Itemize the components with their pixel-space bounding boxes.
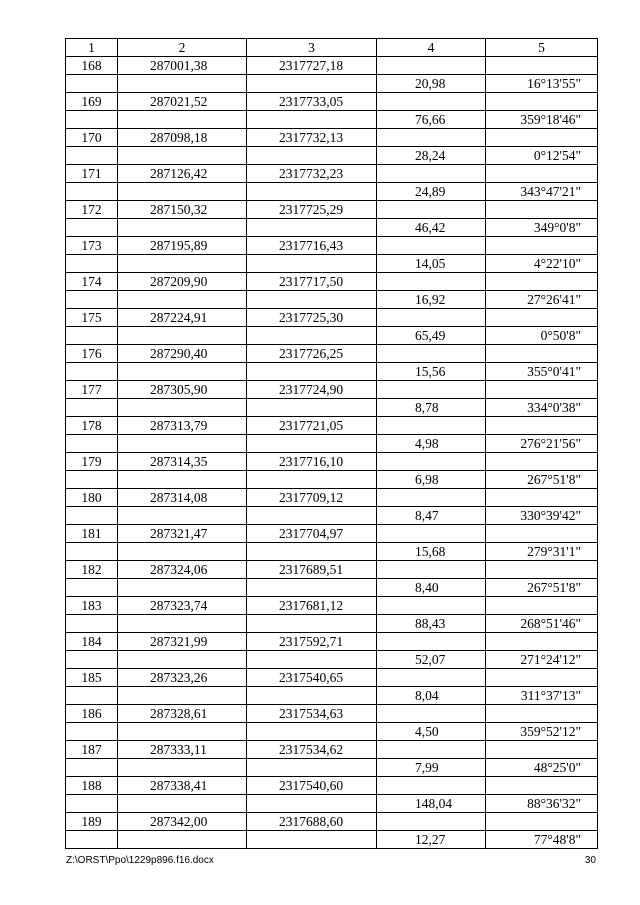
table-row bbox=[66, 255, 598, 273]
point-number-cell bbox=[66, 543, 118, 561]
y-coordinate-cell: 2317540,65 bbox=[247, 669, 377, 687]
x-coordinate-cell bbox=[118, 507, 247, 525]
x-coordinate-cell bbox=[118, 327, 247, 345]
angle-cell: 4°22'10" bbox=[486, 255, 598, 273]
table-row bbox=[66, 489, 598, 507]
point-number-cell: 182 bbox=[66, 561, 118, 579]
y-coordinate-cell: 2317733,05 bbox=[247, 93, 377, 111]
y-coordinate-cell: 2317688,60 bbox=[247, 813, 377, 831]
table-row bbox=[66, 111, 598, 129]
angle-cell: 359°52'12" bbox=[486, 723, 598, 741]
table-row bbox=[66, 471, 598, 489]
table-row bbox=[66, 219, 598, 237]
distance-cell bbox=[377, 633, 486, 651]
x-coordinate-cell: 287098,18 bbox=[118, 129, 247, 147]
y-coordinate-cell: 2317727,18 bbox=[247, 57, 377, 75]
angle-cell bbox=[486, 489, 598, 507]
distance-cell bbox=[377, 345, 486, 363]
x-coordinate-cell bbox=[118, 291, 247, 309]
angle-cell: 334°0'38" bbox=[486, 399, 598, 417]
angle-cell bbox=[486, 813, 598, 831]
table-body bbox=[66, 57, 598, 849]
x-coordinate-cell: 287313,79 bbox=[118, 417, 247, 435]
distance-cell: 148,04 bbox=[377, 795, 486, 813]
x-coordinate-cell: 287323,26 bbox=[118, 669, 247, 687]
angle-cell bbox=[486, 417, 598, 435]
angle-cell: 267°51'8" bbox=[486, 471, 598, 489]
table-row bbox=[66, 147, 598, 165]
angle-cell bbox=[486, 705, 598, 723]
distance-cell bbox=[377, 57, 486, 75]
table-row bbox=[66, 615, 598, 633]
angle-cell: 271°24'12" bbox=[486, 651, 598, 669]
point-number-cell: 177 bbox=[66, 381, 118, 399]
point-number-cell: 169 bbox=[66, 93, 118, 111]
header-row bbox=[66, 39, 598, 57]
table-row bbox=[66, 741, 598, 759]
x-coordinate-cell bbox=[118, 471, 247, 489]
angle-cell bbox=[486, 741, 598, 759]
distance-cell bbox=[377, 597, 486, 615]
x-coordinate-cell: 287001,38 bbox=[118, 57, 247, 75]
x-coordinate-cell bbox=[118, 399, 247, 417]
table-row bbox=[66, 777, 598, 795]
angle-cell bbox=[486, 669, 598, 687]
angle-cell bbox=[486, 597, 598, 615]
x-coordinate-cell: 287150,32 bbox=[118, 201, 247, 219]
point-number-cell bbox=[66, 435, 118, 453]
point-number-cell: 186 bbox=[66, 705, 118, 723]
x-coordinate-cell: 287209,90 bbox=[118, 273, 247, 291]
angle-cell: 279°31'1" bbox=[486, 543, 598, 561]
point-number-cell bbox=[66, 615, 118, 633]
y-coordinate-cell: 2317681,12 bbox=[247, 597, 377, 615]
x-coordinate-cell: 287321,99 bbox=[118, 633, 247, 651]
point-number-cell: 170 bbox=[66, 129, 118, 147]
point-number-cell bbox=[66, 507, 118, 525]
distance-cell bbox=[377, 669, 486, 687]
angle-cell: 355°0'41" bbox=[486, 363, 598, 381]
distance-cell: 15,68 bbox=[377, 543, 486, 561]
y-coordinate-cell: 2317716,10 bbox=[247, 453, 377, 471]
y-coordinate-cell bbox=[247, 579, 377, 597]
point-number-cell: 168 bbox=[66, 57, 118, 75]
table-row bbox=[66, 813, 598, 831]
x-coordinate-cell bbox=[118, 687, 247, 705]
point-number-cell: 172 bbox=[66, 201, 118, 219]
distance-cell bbox=[377, 165, 486, 183]
x-coordinate-cell: 287314,35 bbox=[118, 453, 247, 471]
y-coordinate-cell bbox=[247, 723, 377, 741]
footer-file-path: Z:\ORST\Ppo\1229p896.f16.docx bbox=[66, 855, 214, 866]
x-coordinate-cell bbox=[118, 615, 247, 633]
x-coordinate-cell: 287321,47 bbox=[118, 525, 247, 543]
y-coordinate-cell bbox=[247, 435, 377, 453]
point-number-cell bbox=[66, 255, 118, 273]
distance-cell bbox=[377, 381, 486, 399]
point-number-cell bbox=[66, 219, 118, 237]
point-number-cell: 175 bbox=[66, 309, 118, 327]
y-coordinate-cell bbox=[247, 147, 377, 165]
y-coordinate-cell bbox=[247, 399, 377, 417]
point-number-cell: 184 bbox=[66, 633, 118, 651]
distance-cell: 12,27 bbox=[377, 831, 486, 849]
table-row bbox=[66, 291, 598, 309]
distance-cell: 7,99 bbox=[377, 759, 486, 777]
angle-cell bbox=[486, 93, 598, 111]
point-number-cell bbox=[66, 723, 118, 741]
table-row bbox=[66, 561, 598, 579]
y-coordinate-cell bbox=[247, 831, 377, 849]
coordinates-table bbox=[65, 38, 598, 849]
y-coordinate-cell: 2317732,23 bbox=[247, 165, 377, 183]
distance-cell: 4,50 bbox=[377, 723, 486, 741]
angle-cell: 77°48'8" bbox=[486, 831, 598, 849]
angle-cell bbox=[486, 273, 598, 291]
angle-cell: 349°0'8" bbox=[486, 219, 598, 237]
point-number-cell: 178 bbox=[66, 417, 118, 435]
distance-cell bbox=[377, 741, 486, 759]
y-coordinate-cell: 2317725,29 bbox=[247, 201, 377, 219]
table-row bbox=[66, 399, 598, 417]
y-coordinate-cell bbox=[247, 183, 377, 201]
header-cell-4: 4 bbox=[377, 39, 486, 57]
table-row bbox=[66, 165, 598, 183]
x-coordinate-cell bbox=[118, 363, 247, 381]
table-row bbox=[66, 705, 598, 723]
point-number-cell bbox=[66, 795, 118, 813]
y-coordinate-cell: 2317534,62 bbox=[247, 741, 377, 759]
distance-cell bbox=[377, 777, 486, 795]
table-row bbox=[66, 93, 598, 111]
point-number-cell: 187 bbox=[66, 741, 118, 759]
x-coordinate-cell bbox=[118, 435, 247, 453]
point-number-cell: 181 bbox=[66, 525, 118, 543]
point-number-cell bbox=[66, 291, 118, 309]
angle-cell bbox=[486, 381, 598, 399]
table-row bbox=[66, 525, 598, 543]
table-row bbox=[66, 453, 598, 471]
angle-cell bbox=[486, 201, 598, 219]
table-row bbox=[66, 363, 598, 381]
angle-cell bbox=[486, 345, 598, 363]
table-row bbox=[66, 831, 598, 849]
y-coordinate-cell: 2317732,13 bbox=[247, 129, 377, 147]
table-row bbox=[66, 327, 598, 345]
x-coordinate-cell bbox=[118, 759, 247, 777]
table-row bbox=[66, 579, 598, 597]
point-number-cell: 176 bbox=[66, 345, 118, 363]
y-coordinate-cell: 2317592,71 bbox=[247, 633, 377, 651]
x-coordinate-cell bbox=[118, 543, 247, 561]
table-row bbox=[66, 183, 598, 201]
point-number-cell: 174 bbox=[66, 273, 118, 291]
point-number-cell bbox=[66, 831, 118, 849]
y-coordinate-cell: 2317724,90 bbox=[247, 381, 377, 399]
distance-cell: 8,47 bbox=[377, 507, 486, 525]
distance-cell bbox=[377, 417, 486, 435]
distance-cell: 52,07 bbox=[377, 651, 486, 669]
table-row bbox=[66, 669, 598, 687]
x-coordinate-cell: 287021,52 bbox=[118, 93, 247, 111]
x-coordinate-cell: 287290,40 bbox=[118, 345, 247, 363]
point-number-cell bbox=[66, 327, 118, 345]
distance-cell bbox=[377, 129, 486, 147]
distance-cell bbox=[377, 561, 486, 579]
distance-cell bbox=[377, 93, 486, 111]
point-number-cell bbox=[66, 363, 118, 381]
y-coordinate-cell bbox=[247, 291, 377, 309]
y-coordinate-cell bbox=[247, 219, 377, 237]
distance-cell: 8,40 bbox=[377, 579, 486, 597]
y-coordinate-cell: 2317721,05 bbox=[247, 417, 377, 435]
x-coordinate-cell: 287314,08 bbox=[118, 489, 247, 507]
x-coordinate-cell: 287324,06 bbox=[118, 561, 247, 579]
angle-cell: 267°51'8" bbox=[486, 579, 598, 597]
x-coordinate-cell bbox=[118, 255, 247, 273]
x-coordinate-cell bbox=[118, 579, 247, 597]
point-number-cell: 185 bbox=[66, 669, 118, 687]
x-coordinate-cell bbox=[118, 75, 247, 93]
angle-cell: 311°37'13" bbox=[486, 687, 598, 705]
angle-cell bbox=[486, 777, 598, 795]
point-number-cell: 179 bbox=[66, 453, 118, 471]
point-number-cell: 173 bbox=[66, 237, 118, 255]
x-coordinate-cell bbox=[118, 651, 247, 669]
table-row bbox=[66, 759, 598, 777]
point-number-cell: 183 bbox=[66, 597, 118, 615]
header-cell-3: 3 bbox=[247, 39, 377, 57]
table-row bbox=[66, 723, 598, 741]
angle-cell bbox=[486, 57, 598, 75]
point-number-cell bbox=[66, 759, 118, 777]
y-coordinate-cell bbox=[247, 327, 377, 345]
distance-cell: 88,43 bbox=[377, 615, 486, 633]
angle-cell: 0°50'8" bbox=[486, 327, 598, 345]
y-coordinate-cell: 2317689,51 bbox=[247, 561, 377, 579]
distance-cell bbox=[377, 453, 486, 471]
distance-cell: 14,05 bbox=[377, 255, 486, 273]
angle-cell bbox=[486, 129, 598, 147]
distance-cell bbox=[377, 813, 486, 831]
x-coordinate-cell bbox=[118, 795, 247, 813]
angle-cell bbox=[486, 633, 598, 651]
angle-cell bbox=[486, 561, 598, 579]
y-coordinate-cell bbox=[247, 615, 377, 633]
y-coordinate-cell: 2317716,43 bbox=[247, 237, 377, 255]
angle-cell: 330°39'42" bbox=[486, 507, 598, 525]
table-row bbox=[66, 651, 598, 669]
x-coordinate-cell: 287333,11 bbox=[118, 741, 247, 759]
table-row bbox=[66, 435, 598, 453]
angle-cell bbox=[486, 453, 598, 471]
angle-cell: 0°12'54" bbox=[486, 147, 598, 165]
table-row bbox=[66, 543, 598, 561]
table-row bbox=[66, 129, 598, 147]
table-row bbox=[66, 201, 598, 219]
angle-cell: 359°18'46" bbox=[486, 111, 598, 129]
distance-cell: 4,98 bbox=[377, 435, 486, 453]
y-coordinate-cell bbox=[247, 255, 377, 273]
table-row bbox=[66, 687, 598, 705]
angle-cell: 48°25'0" bbox=[486, 759, 598, 777]
distance-cell: 65,49 bbox=[377, 327, 486, 345]
distance-cell: 20,98 bbox=[377, 75, 486, 93]
point-number-cell: 188 bbox=[66, 777, 118, 795]
y-coordinate-cell bbox=[247, 507, 377, 525]
y-coordinate-cell bbox=[247, 543, 377, 561]
y-coordinate-cell: 2317704,97 bbox=[247, 525, 377, 543]
angle-cell: 27°26'41" bbox=[486, 291, 598, 309]
table-header bbox=[66, 39, 598, 57]
x-coordinate-cell: 287224,91 bbox=[118, 309, 247, 327]
angle-cell: 343°47'21" bbox=[486, 183, 598, 201]
distance-cell bbox=[377, 525, 486, 543]
y-coordinate-cell bbox=[247, 111, 377, 129]
table-row bbox=[66, 57, 598, 75]
table-row bbox=[66, 309, 598, 327]
table-row bbox=[66, 597, 598, 615]
point-number-cell bbox=[66, 399, 118, 417]
y-coordinate-cell: 2317540,60 bbox=[247, 777, 377, 795]
angle-cell bbox=[486, 309, 598, 327]
table-row bbox=[66, 345, 598, 363]
header-cell-2: 2 bbox=[118, 39, 247, 57]
y-coordinate-cell: 2317709,12 bbox=[247, 489, 377, 507]
distance-cell: 8,04 bbox=[377, 687, 486, 705]
x-coordinate-cell bbox=[118, 831, 247, 849]
angle-cell: 268°51'46" bbox=[486, 615, 598, 633]
angle-cell bbox=[486, 525, 598, 543]
distance-cell bbox=[377, 273, 486, 291]
table-row bbox=[66, 237, 598, 255]
point-number-cell bbox=[66, 579, 118, 597]
x-coordinate-cell bbox=[118, 183, 247, 201]
point-number-cell bbox=[66, 471, 118, 489]
distance-cell bbox=[377, 237, 486, 255]
x-coordinate-cell bbox=[118, 147, 247, 165]
point-number-cell: 171 bbox=[66, 165, 118, 183]
point-number-cell: 189 bbox=[66, 813, 118, 831]
y-coordinate-cell bbox=[247, 651, 377, 669]
distance-cell bbox=[377, 201, 486, 219]
point-number-cell bbox=[66, 75, 118, 93]
distance-cell: 24,89 bbox=[377, 183, 486, 201]
y-coordinate-cell bbox=[247, 75, 377, 93]
x-coordinate-cell: 287328,61 bbox=[118, 705, 247, 723]
y-coordinate-cell bbox=[247, 363, 377, 381]
distance-cell: 8,78 bbox=[377, 399, 486, 417]
x-coordinate-cell bbox=[118, 111, 247, 129]
table-row bbox=[66, 75, 598, 93]
x-coordinate-cell: 287195,89 bbox=[118, 237, 247, 255]
x-coordinate-cell: 287305,90 bbox=[118, 381, 247, 399]
x-coordinate-cell bbox=[118, 723, 247, 741]
angle-cell: 16°13'55" bbox=[486, 75, 598, 93]
y-coordinate-cell: 2317534,63 bbox=[247, 705, 377, 723]
distance-cell: 16,92 bbox=[377, 291, 486, 309]
angle-cell bbox=[486, 237, 598, 255]
y-coordinate-cell bbox=[247, 759, 377, 777]
angle-cell bbox=[486, 165, 598, 183]
x-coordinate-cell: 287126,42 bbox=[118, 165, 247, 183]
table-row bbox=[66, 381, 598, 399]
table-row bbox=[66, 273, 598, 291]
distance-cell bbox=[377, 489, 486, 507]
point-number-cell bbox=[66, 147, 118, 165]
x-coordinate-cell: 287323,74 bbox=[118, 597, 247, 615]
distance-cell: 6,98 bbox=[377, 471, 486, 489]
distance-cell: 46,42 bbox=[377, 219, 486, 237]
header-cell-5: 5 bbox=[486, 39, 598, 57]
distance-cell: 15,56 bbox=[377, 363, 486, 381]
y-coordinate-cell bbox=[247, 471, 377, 489]
x-coordinate-cell: 287342,00 bbox=[118, 813, 247, 831]
point-number-cell: 180 bbox=[66, 489, 118, 507]
y-coordinate-cell bbox=[247, 687, 377, 705]
angle-cell: 276°21'56" bbox=[486, 435, 598, 453]
y-coordinate-cell: 2317725,30 bbox=[247, 309, 377, 327]
point-number-cell bbox=[66, 687, 118, 705]
distance-cell: 76,66 bbox=[377, 111, 486, 129]
point-number-cell bbox=[66, 651, 118, 669]
header-cell-1: 1 bbox=[66, 39, 118, 57]
distance-cell bbox=[377, 705, 486, 723]
distance-cell: 28,24 bbox=[377, 147, 486, 165]
point-number-cell bbox=[66, 111, 118, 129]
distance-cell bbox=[377, 309, 486, 327]
y-coordinate-cell: 2317726,25 bbox=[247, 345, 377, 363]
table-row bbox=[66, 633, 598, 651]
table-row bbox=[66, 795, 598, 813]
angle-cell: 88°36'32" bbox=[486, 795, 598, 813]
x-coordinate-cell: 287338,41 bbox=[118, 777, 247, 795]
y-coordinate-cell: 2317717,50 bbox=[247, 273, 377, 291]
table-row bbox=[66, 507, 598, 525]
table-row bbox=[66, 417, 598, 435]
footer-page-number: 30 bbox=[584, 855, 596, 866]
point-number-cell bbox=[66, 183, 118, 201]
y-coordinate-cell bbox=[247, 795, 377, 813]
x-coordinate-cell bbox=[118, 219, 247, 237]
